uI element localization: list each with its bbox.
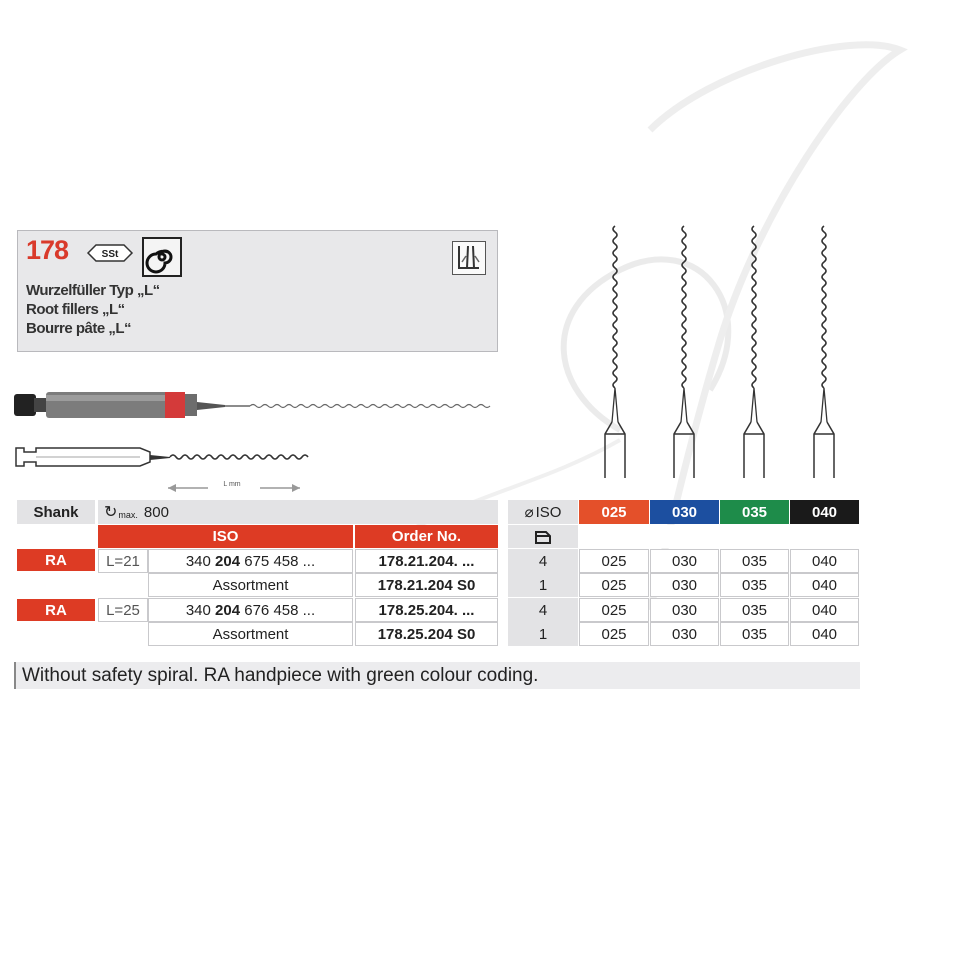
size-value: 030	[650, 598, 719, 622]
iso-number-2	[148, 598, 353, 622]
size-value: 025	[579, 598, 649, 622]
length-1: L=21	[98, 549, 148, 573]
length-label: L mm	[223, 481, 241, 488]
product-header	[17, 230, 498, 352]
speed-value: 800	[143, 503, 169, 521]
size-chip-025: 025	[579, 500, 649, 524]
size-value: 040	[790, 573, 859, 597]
size-chip-035: 035	[720, 500, 789, 524]
product-name-fr: Bourre pâte „L“	[26, 320, 132, 337]
size-value: 035	[720, 622, 789, 646]
size-value: 040	[790, 598, 859, 622]
iso-number-prefix: 340	[185, 601, 216, 619]
tip-drawings	[590, 222, 850, 484]
iso-number-bold: 204	[215, 601, 241, 619]
size-value: 035	[720, 573, 789, 597]
col-order-header: Order No.	[355, 525, 498, 548]
iso-size-header	[508, 500, 578, 524]
size-value: 030	[650, 573, 719, 597]
product-name-de: Wurzelfüller Typ „L“	[26, 282, 160, 299]
size-value: 030	[650, 622, 719, 646]
size-value: 025	[579, 549, 649, 573]
size-value: 025	[579, 573, 649, 597]
size-chip-030: 030	[650, 500, 719, 524]
package-spacer	[579, 525, 859, 548]
speed-cell	[98, 500, 498, 524]
size-value: 040	[790, 549, 859, 573]
shank-ra-1: RA	[17, 549, 95, 571]
pack-count-2: 1	[508, 573, 578, 597]
package-icon	[508, 525, 578, 548]
shank-header: Shank	[17, 500, 95, 524]
sst-badge-label: SSt	[101, 249, 119, 260]
diameter-icon: ⌀	[524, 504, 534, 521]
order-number-2: 178.21.204 S0	[355, 573, 498, 597]
size-value: 025	[579, 622, 649, 646]
tip-040	[814, 226, 834, 478]
spiral-icon	[142, 237, 182, 277]
speed-max-label: max.	[118, 509, 138, 520]
pack-count-3: 4	[508, 598, 578, 622]
size-value: 035	[720, 598, 789, 622]
pack-count-1: 4	[508, 549, 578, 573]
pack-count-4: 1	[508, 622, 578, 646]
rpm-icon: ↻	[104, 504, 118, 521]
product-names	[26, 281, 160, 338]
iso-number-1	[148, 549, 353, 573]
iso-number-suffix: 675 458 ...	[240, 552, 316, 570]
instrument-drawing	[10, 378, 500, 498]
order-number-1: 178.21.204. ...	[355, 549, 498, 573]
order-number-3: 178.25.204. ...	[355, 598, 498, 622]
footer-note: Without safety spiral. RA handpiece with green colour coding.	[14, 662, 860, 689]
order-number-4: 178.25.204 S0	[355, 622, 498, 646]
size-value: 035	[720, 549, 789, 573]
iso-size-label: ISO	[535, 503, 562, 521]
tip-025	[605, 226, 625, 478]
iso-number-suffix: 676 458 ...	[240, 601, 316, 619]
technique-icon	[452, 241, 486, 275]
iso-number-bold: 204	[215, 552, 241, 570]
size-value: 040	[790, 622, 859, 646]
assortment-1: Assortment	[148, 573, 353, 597]
assortment-2: Assortment	[148, 622, 353, 646]
product-name-en: Root fillers „L“	[26, 301, 125, 318]
size-value: 030	[650, 549, 719, 573]
length-2: L=25	[98, 598, 148, 622]
product-number: 178	[26, 235, 69, 265]
tip-030	[674, 226, 694, 478]
col-iso-header: ISO	[98, 525, 353, 548]
shank-ra-2: RA	[17, 599, 95, 621]
tip-035	[744, 226, 764, 478]
size-chip-040: 040	[790, 500, 859, 524]
sst-badge-icon	[86, 243, 134, 263]
iso-number-prefix: 340	[185, 552, 216, 570]
